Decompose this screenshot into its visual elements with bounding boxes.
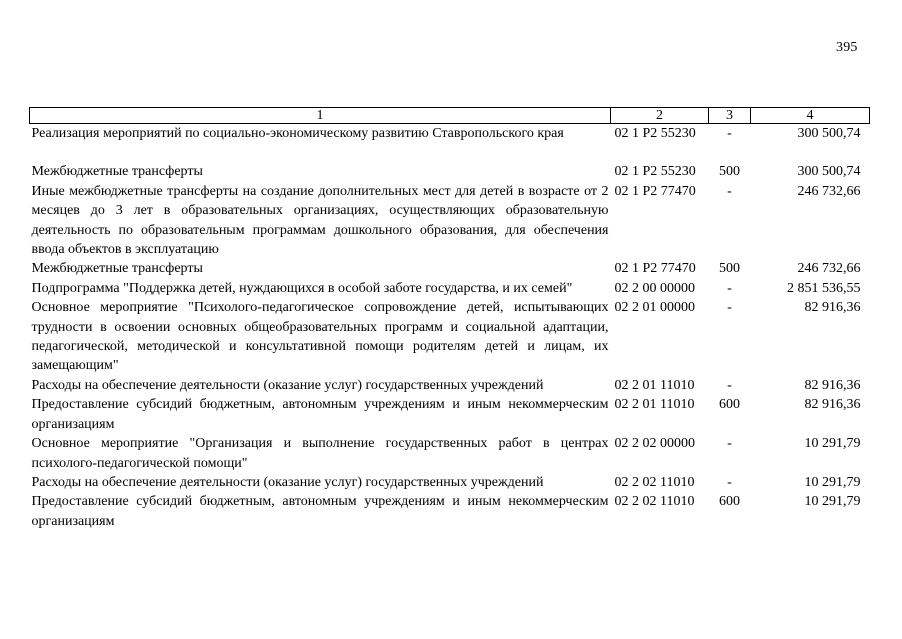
row-type: 600 [719, 397, 740, 413]
table-row [30, 162, 870, 181]
row-amount: 82 916,36 [804, 300, 861, 316]
row-name: Основное мероприятие "Организация и выполнение государственных работ в центрах психолого-педагогической помощи" [31, 436, 609, 471]
row-name: Предоставление субсидий бюджетным, автономным учреждениям и иным некоммерческим организациям [31, 494, 609, 529]
row-name: Расходы на обеспечение деятельности (оказание услуг) государственных учреждений [31, 474, 544, 490]
row-code: 02 2 00 00000 [614, 280, 695, 296]
row-amount: 10 291,79 [804, 494, 861, 510]
page-number: 395 [836, 40, 858, 55]
row-name: Подпрограмма "Поддержка детей, нуждающихся в особой заботе государства, и их семей" [31, 280, 573, 296]
row-code: 02 2 02 00000 [614, 436, 695, 452]
row-amount: 82 916,36 [804, 397, 861, 413]
row-code: 02 1 P2 77470 [614, 183, 696, 199]
row-name: Реализация мероприятий по социально-экономическому развитию Ставропольского края [31, 126, 564, 141]
row-name: Предоставление субсидий бюджетным, автономным учреждениям и иным некоммерческим организациям [31, 397, 609, 432]
row-amount: 10 291,79 [804, 436, 861, 452]
table-row [30, 473, 870, 492]
row-code: 02 1 P2 55230 [614, 164, 696, 180]
header-col-1: 1 [30, 108, 611, 124]
row-spacer [30, 143, 870, 162]
row-amount: 246 732,66 [797, 261, 861, 277]
table-row [30, 395, 870, 434]
header-col-3: 3 [709, 108, 751, 124]
row-amount: 2 851 536,55 [787, 280, 861, 296]
budget-table [29, 107, 870, 531]
row-type: 500 [719, 261, 740, 277]
header-row [30, 108, 870, 124]
row-amount: 300 500,74 [797, 126, 861, 141]
header-col-2: 2 [611, 108, 709, 124]
row-code: 02 2 02 11010 [614, 494, 695, 510]
row-type: - [727, 474, 732, 490]
row-name: Межбюджетные трансферты [31, 261, 203, 277]
table-row [30, 182, 870, 260]
row-code: 02 2 01 11010 [614, 397, 695, 413]
table-row [30, 124, 870, 144]
table-row [30, 492, 870, 531]
table-row [30, 298, 870, 376]
row-type: - [727, 183, 732, 199]
table-row [30, 434, 870, 473]
table-row [30, 279, 870, 298]
row-amount: 300 500,74 [797, 164, 861, 180]
row-code: 02 1 P2 55230 [614, 126, 696, 141]
row-type: - [727, 300, 732, 316]
table-row [30, 259, 870, 278]
row-code: 02 2 01 11010 [614, 377, 695, 393]
row-name: Расходы на обеспечение деятельности (оказание услуг) государственных учреждений [31, 377, 544, 393]
row-type: - [727, 280, 732, 296]
row-code: 02 2 01 00000 [614, 300, 695, 316]
row-amount: 82 916,36 [804, 377, 861, 393]
row-amount: 10 291,79 [804, 474, 861, 490]
row-name: Основное мероприятие "Психолого-педагогическое сопровождение детей, испытывающих трудности в освоении основных общеобразовательных программ и социальной адаптации, педагогической, методической и консультативной помощи родителям детей и лицам, их замещающим" [31, 300, 609, 374]
row-code: 02 2 02 11010 [614, 474, 695, 490]
row-type: - [727, 436, 732, 452]
row-name: Иные межбюджетные трансферты на создание дополнительных мест для детей в возрасте от 2 месяцев до 3 лет в образовательных организациях, осуществляющих образовательную деятельность по образовательным программам дошкольного образования, для обеспечения ввода объектов в эксплуатацию [31, 183, 609, 258]
row-amount: 246 732,66 [797, 183, 861, 199]
row-type: 500 [719, 164, 740, 180]
row-code: 02 1 P2 77470 [614, 261, 696, 277]
header-col-4: 4 [751, 108, 870, 124]
table-row [30, 376, 870, 395]
row-type: - [727, 126, 732, 141]
row-type: 600 [719, 494, 740, 510]
row-name: Межбюджетные трансферты [31, 164, 203, 180]
row-type: - [727, 377, 732, 393]
